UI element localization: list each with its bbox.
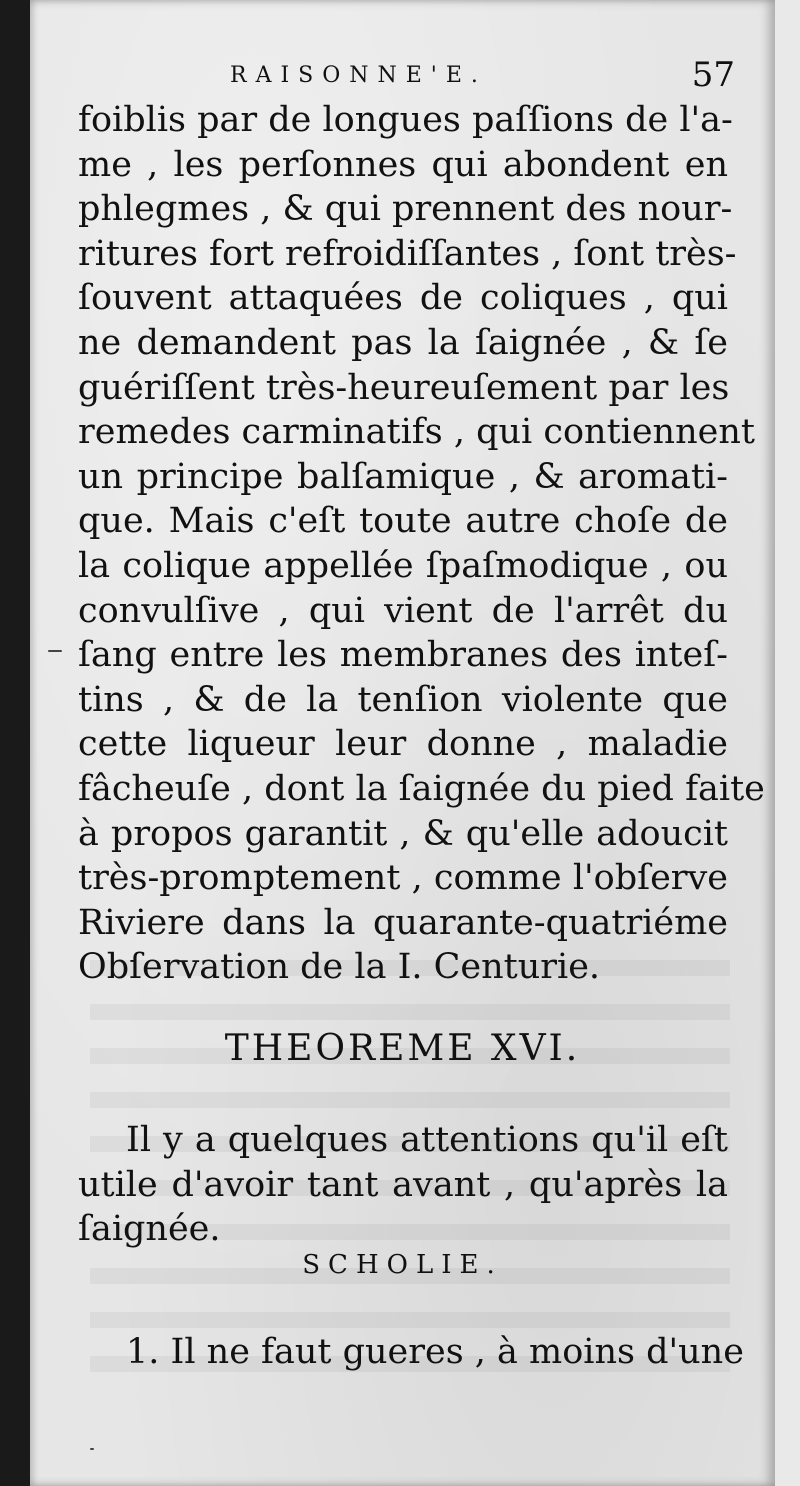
- text-line: la colique appellée ſpaſmodique , ou: [78, 545, 728, 586]
- text-line: ritures fort refroidiſſantes , ſont très-: [78, 233, 737, 274]
- ink-speck: [48, 650, 62, 652]
- page-header: [30, 55, 775, 99]
- theorem-heading: THEOREME XVI.: [224, 1028, 581, 1069]
- text-line: Il y a quelques attentions qu'il eſt: [126, 1120, 728, 1160]
- text-line: me , les perſonnes qui abondent en: [78, 144, 728, 185]
- text-line: utile d'avoir tant avant , qu'après la: [78, 1164, 728, 1205]
- text-line: tins , & de la tenſion violente que: [78, 679, 728, 720]
- running-head: RAISONNE'E.: [230, 63, 487, 88]
- text-line: ſaignée.: [78, 1209, 221, 1250]
- ink-speck: [90, 1448, 94, 1450]
- text-line: fâcheuſe , dont la ſaignée du pied faite: [78, 768, 765, 809]
- page-edge: [775, 0, 800, 1486]
- text-line: très-promptement , comme l'obſerve: [78, 858, 728, 899]
- scholie-paragraph: [126, 1330, 744, 1375]
- text-line: ſang entre les membranes des inteſ-: [78, 635, 728, 676]
- scholie-heading: SCHOLIE.: [302, 1250, 503, 1280]
- text-line: Riviere dans la quarante-quatriéme: [78, 902, 728, 943]
- text-line: phlegmes , & qui prennent des nour-: [78, 189, 733, 230]
- text-line: un principe balſamique , & aromati-: [78, 456, 728, 497]
- page-number: 57: [691, 55, 735, 95]
- text-line: guériſſent très-heureuſement par les: [78, 367, 730, 408]
- text-line: ne demandent pas la ſaignée , & ſe: [78, 322, 728, 363]
- body-paragraph: [78, 98, 765, 990]
- text-line: foiblis par de longues paſſions de l'a-: [78, 100, 733, 140]
- text-line: convulſive , qui vient de l'arrêt du: [78, 590, 728, 631]
- text-line: remedes carminatifs , qui contiennent: [78, 412, 755, 453]
- text-line: Obſervation de la I. Centurie.: [78, 947, 601, 988]
- text-line: que. Mais c'eſt toute autre choſe de: [78, 501, 728, 542]
- text-line: 1. Il ne faut gueres , à moins d'une: [126, 1332, 744, 1372]
- book-page: [30, 0, 775, 1486]
- text-line: ſouvent attaquées de coliques , qui: [78, 278, 728, 319]
- text-line: à propos garantit , & qu'elle adoucit: [78, 813, 728, 854]
- theorem-statement: [78, 1118, 728, 1252]
- text-line: cette liqueur leur donne , maladie: [78, 724, 728, 765]
